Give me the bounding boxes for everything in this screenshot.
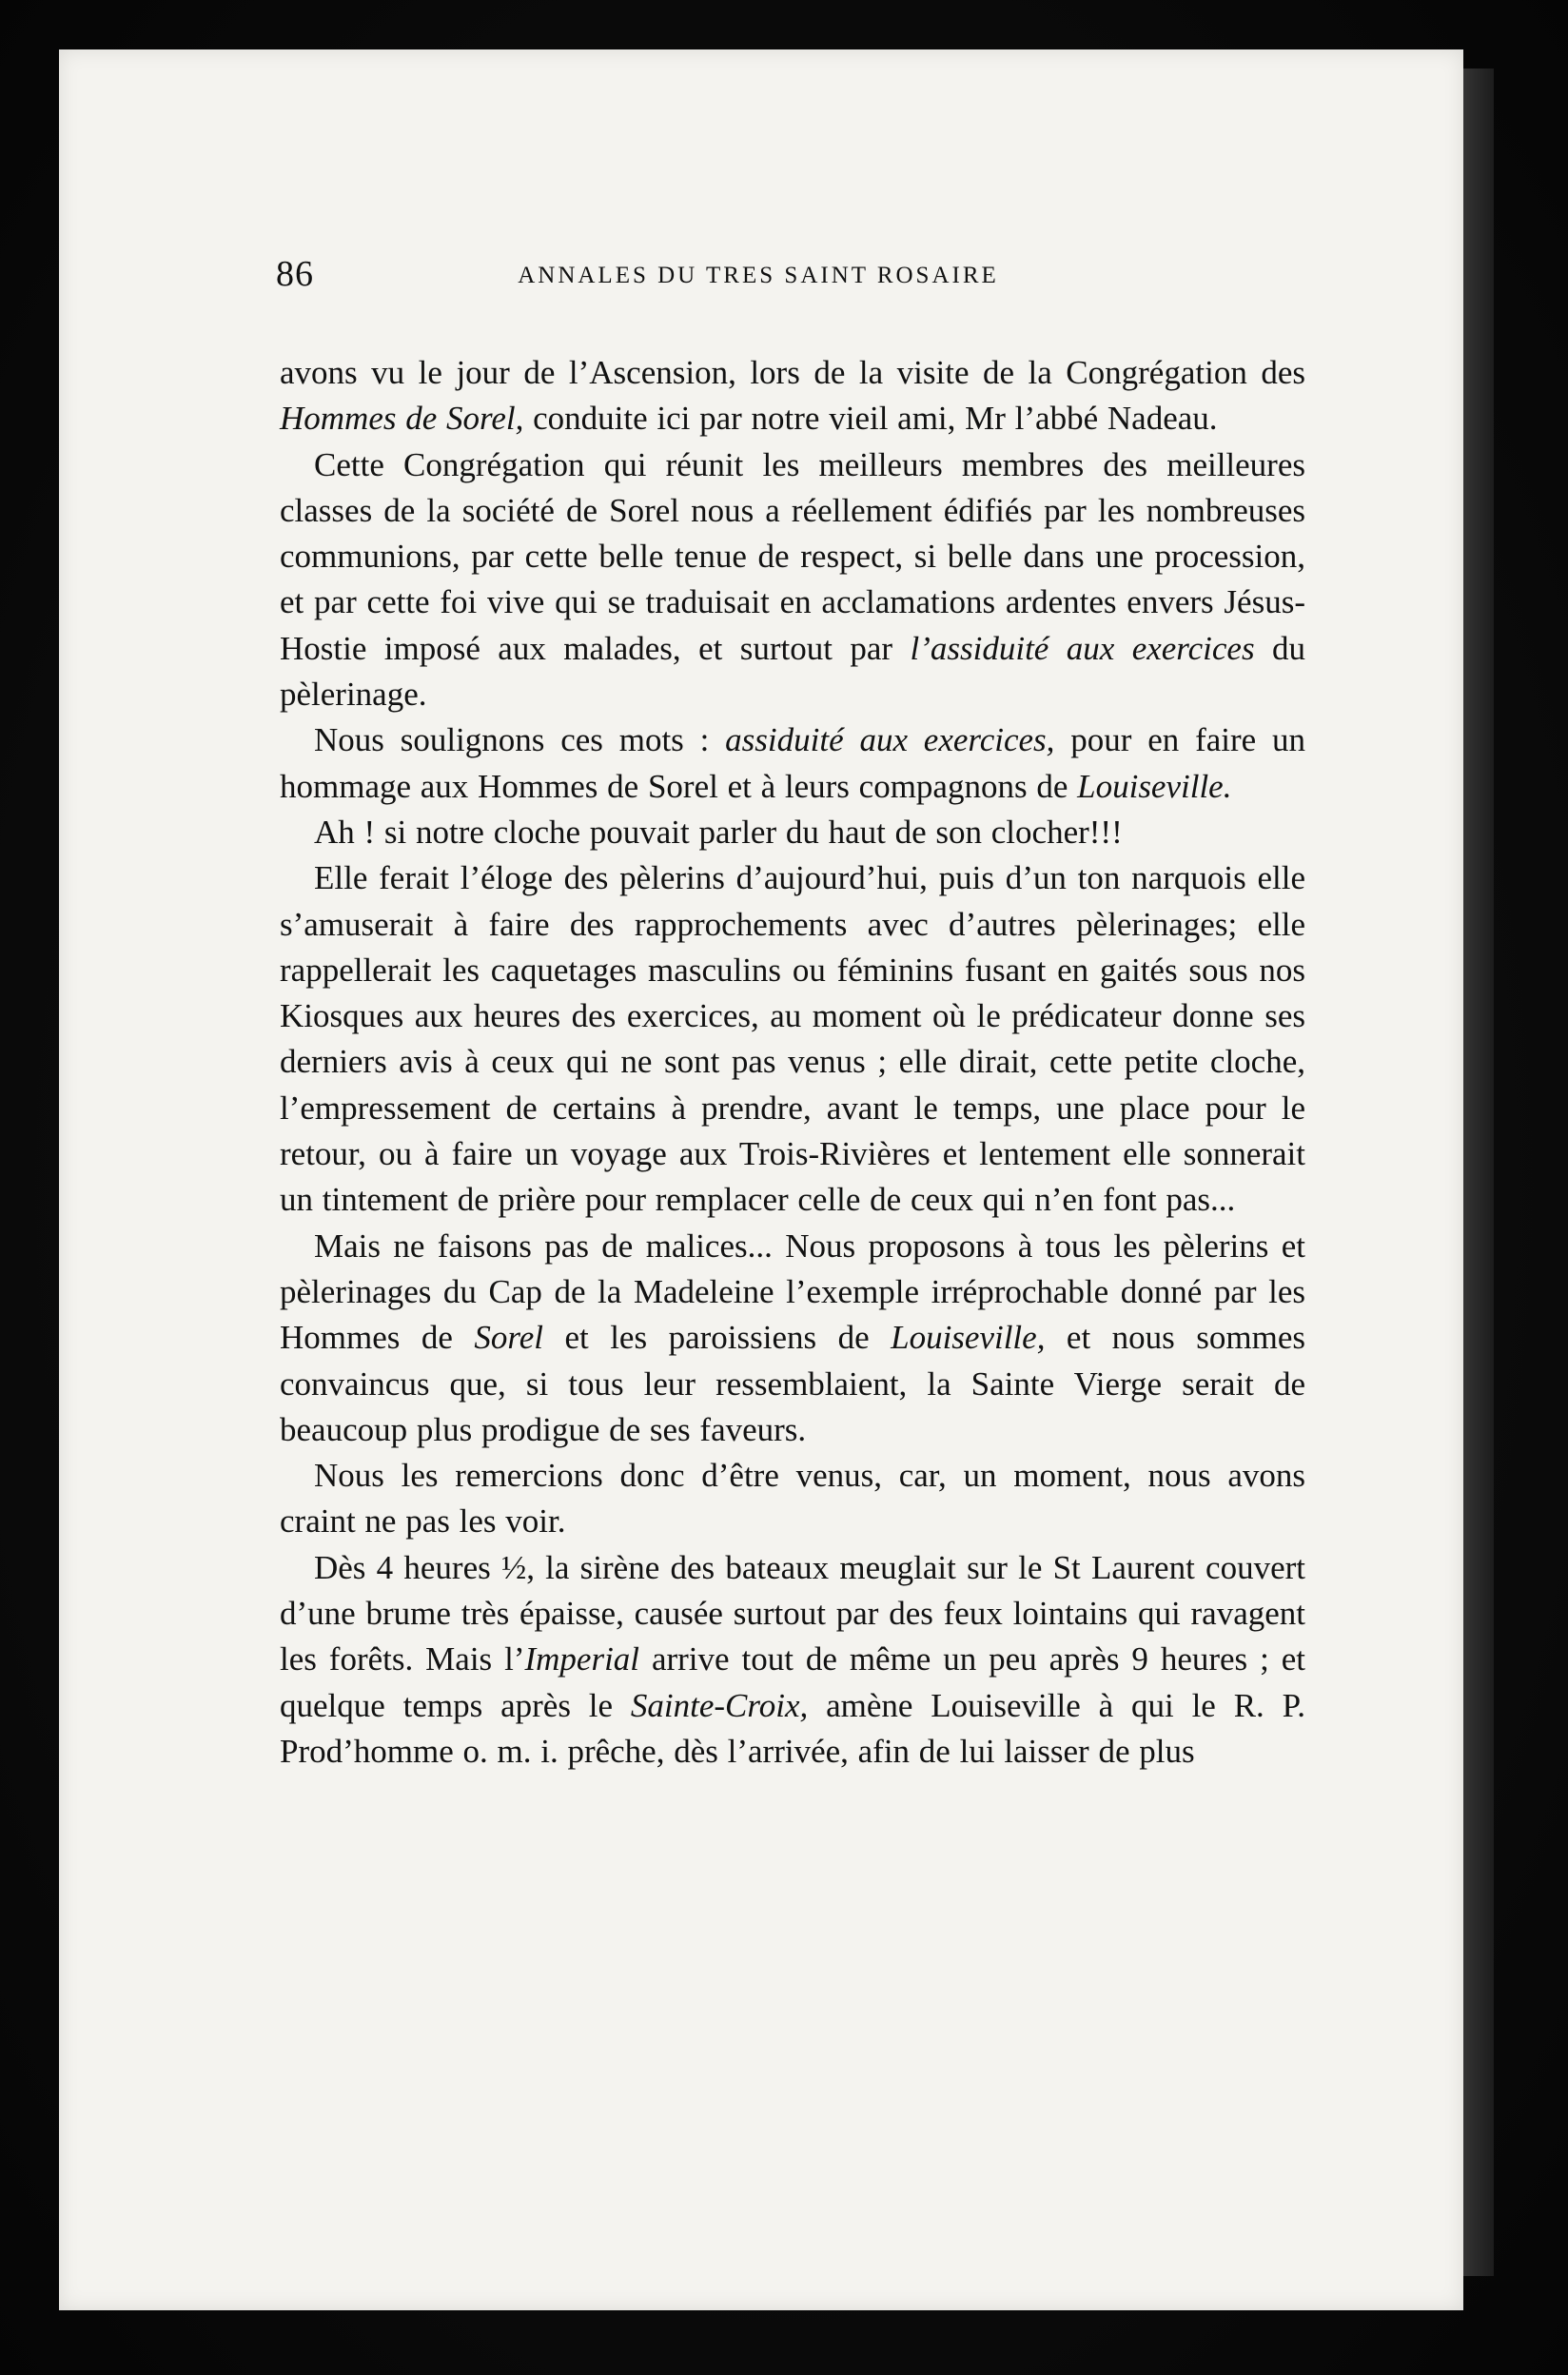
paragraph-2-italic: l’assiduité aux exercices: [910, 629, 1255, 667]
paragraph-4: Ah ! si notre cloche pouvait parler du haut de son clocher!!!: [314, 813, 1123, 851]
paragraph-6-text-e: et nous sommes convaincus que, si tous leur ressemblaient, la Sainte Vierge serait de beaucoup plus prodigue de ses faveurs.: [280, 1319, 1306, 1448]
paragraph-8-italic-d: Sainte-Croix,: [630, 1686, 809, 1724]
paragraph-7: Nous les remercions donc d’être venus, car, un moment, nous avons craint ne pas les voir.: [280, 1457, 1305, 1541]
paragraph-3-italic-d: Louiseville.: [1077, 767, 1232, 805]
paragraph-3: [280, 717, 1305, 810]
paragraph-3-italic-b: assiduité aux exercices,: [725, 721, 1055, 759]
page-number: 86: [276, 254, 314, 294]
paragraph-1-text-a: avons vu le jour de l’Ascension, lors de la visite de la Congrégation des: [280, 354, 1305, 391]
paragraph-2: [280, 442, 1305, 718]
paragraph-5: Elle ferait l’éloge des pèlerins d’aujourd’hui, puis d’un ton narquois elle s’amuserait à faire des rapprochements avec d’autres pèlerinages; elle rappellerait les caquetages masculins ou féminins fusant en gaités sous nos Kiosques aux heures des exercices, au moment où le prédicateur donne ses derniers avis à ceux qui ne sont pas venus ; elle dirait, cette petite cloche, l’empressement de certains à prendre, avant le temps, une place pour le retour, ou à faire un voyage aux Trois-Rivières et lentement elle sonnerait un tintement de prière pour remplacer celle de ceux qui n’en font pas...: [280, 859, 1305, 1219]
paragraph-1-text-c: conduite ici par notre vieil ami, Mr l’abbé Nadeau.: [523, 400, 1218, 438]
paragraph-8-italic-b: Imperial: [524, 1640, 640, 1678]
paragraph-2-text-c: du pèlerinage.: [280, 629, 1305, 714]
paragraph-6-italic-b: Sorel: [474, 1319, 543, 1357]
paragraph-8-text-a: Dès 4 heures ½, la sirène des bateaux meuglait sur le St Laurent couvert d’une brume très épaisse, causée surtout par des feux lointains qui ravagent les forêts. Mais l’: [280, 1548, 1305, 1678]
paragraph-8: [280, 1545, 1305, 1775]
running-head: [221, 253, 1296, 310]
running-title: ANNALES DU TRES SAINT ROSAIRE: [518, 263, 999, 288]
paragraph-3-text-a: Nous soulignons ces mots :: [314, 721, 726, 759]
paragraph-6-text-c: et les paroissiens de: [542, 1319, 892, 1357]
paragraph-1: [280, 350, 1305, 442]
paragraph-3-text-c: pour en faire un hommage aux Hommes de Sorel et à leurs compagnons de: [280, 721, 1305, 805]
paragraph-6-text-a: Mais ne faisons pas de malices... Nous proposons à tous les pèlerins et pèlerinages du Cap de la Madeleine l’exemple irréprochable donné par les Hommes de: [280, 1227, 1305, 1357]
paragraph-8-text-c: arrive tout de même un peu après 9 heures ; et quelque temps après le: [280, 1640, 1306, 1724]
paragraph-6-italic-d: Louiseville,: [891, 1319, 1046, 1357]
paragraph-1-italic: Hommes de Sorel,: [280, 400, 524, 438]
paragraph-6: [280, 1224, 1305, 1453]
paragraph-8-text-e: amène Louiseville à qui le R. P. Prod’homme o. m. i. prêche, dès l’arrivée, afin de lui laisser de plus: [280, 1686, 1305, 1770]
body-text: [280, 350, 1305, 1775]
paragraph-2-text-a: Cette Congrégation qui réunit les meilleurs membres des meilleures classes de la société de Sorel nous a réellement édifiés par les nombreuses communions, par cette belle tenue de respect, si belle dans une procession, et par cette foi vive qui se traduisait en acclamations ardentes envers Jésus-Hostie imposé aux malades, et surtout par: [280, 445, 1305, 667]
